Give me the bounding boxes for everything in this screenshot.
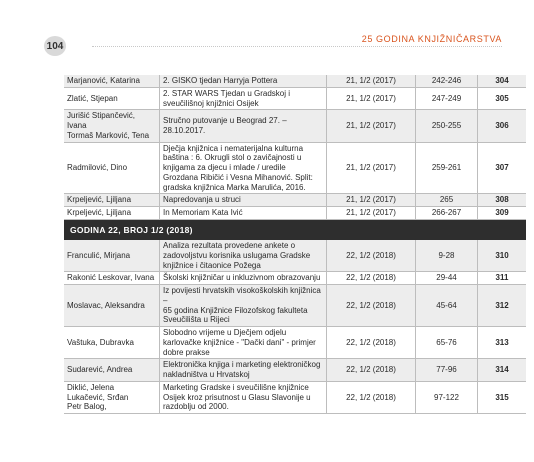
title-cell: 2. STAR WARS Tjedan u Gradskoj i sveučilišnoj knjižnici Osijek	[160, 87, 327, 110]
pages-cell: 266-267	[416, 207, 478, 220]
table-row	[64, 75, 526, 87]
author-cell: Diklić, Jelena Lukačević, Srđan Petr Balog,	[64, 381, 160, 413]
pages-cell: 77-96	[416, 359, 478, 382]
pages-cell: 45-64	[416, 285, 478, 327]
title-cell: Elektronička knjiga i marketing elektroničkog nakladništva u Hrvatskoj	[160, 359, 327, 382]
title-cell: Analiza rezultata provedene ankete o zadovoljstvu korisnika uslugama Gradske knjižnice i čitaonice Požega	[160, 240, 327, 272]
entry-number-cell: 312	[478, 285, 527, 327]
issue-cell: 22, 1/2 (2018)	[327, 359, 416, 382]
issue-cell: 21, 1/2 (2017)	[327, 194, 416, 207]
section-heading-row	[64, 219, 526, 240]
issue-cell: 22, 1/2 (2018)	[327, 240, 416, 272]
entry-number-cell: 314	[478, 359, 527, 382]
author-cell: Sudarević, Andrea	[64, 359, 160, 382]
pages-cell: 65-76	[416, 327, 478, 359]
table-row	[64, 240, 526, 272]
table-row	[64, 207, 526, 220]
entry-number-cell: 304	[478, 75, 527, 87]
title-cell: Napredovanja u struci	[160, 194, 327, 207]
entry-number-cell: 307	[478, 142, 527, 194]
issue-cell: 22, 1/2 (2018)	[327, 381, 416, 413]
author-cell: Franculić, Mirjana	[64, 240, 160, 272]
table-row	[64, 359, 526, 382]
running-title: 25 GODINA KNJIŽNIČARSTVA	[361, 34, 502, 44]
bibliography-table	[64, 75, 526, 414]
table-row	[64, 194, 526, 207]
title-cell: Školski knjižničar u inkluzivnom obrazovanju	[160, 272, 327, 285]
title-cell: 2. GISKO tjedan Harryja Pottera	[160, 75, 327, 87]
entry-number-cell: 315	[478, 381, 527, 413]
author-cell: Jurišić Stipančević, Ivana Tormaš Marković, Tena	[64, 110, 160, 142]
pages-cell: 259-261	[416, 142, 478, 194]
entry-number-cell: 308	[478, 194, 527, 207]
issue-cell: 21, 1/2 (2017)	[327, 142, 416, 194]
section-heading: GODINA 22, BROJ 1/2 (2018)	[64, 219, 526, 240]
page-number-badge: 104	[44, 36, 66, 56]
entry-number-cell: 311	[478, 272, 527, 285]
issue-cell: 22, 1/2 (2018)	[327, 285, 416, 327]
title-cell: Slobodno vrijeme u Dječjem odjelu karlovačke knjižnice - "Dački dani" - primjer dobre prakse	[160, 327, 327, 359]
issue-cell: 21, 1/2 (2017)	[327, 207, 416, 220]
table-row	[64, 272, 526, 285]
title-cell: Marketing Gradske i sveučilišne knjižnice Osijek kroz prisutnost u Glasu Slavonije u razdoblju od 2000.	[160, 381, 327, 413]
table-row	[64, 142, 526, 194]
author-cell: Vaštuka, Dubravka	[64, 327, 160, 359]
bibliography-table-container	[64, 75, 509, 462]
author-cell: Rakonić Leskovar, Ivana	[64, 272, 160, 285]
title-cell: Stručno putovanje u Beograd 27. – 28.10.2017.	[160, 110, 327, 142]
pages-cell: 97-122	[416, 381, 478, 413]
pages-cell: 9-28	[416, 240, 478, 272]
pages-cell: 242-246	[416, 75, 478, 87]
title-cell: In Memoriam Kata Ivić	[160, 207, 327, 220]
entry-number-cell: 313	[478, 327, 527, 359]
table-row	[64, 87, 526, 110]
table-row	[64, 285, 526, 327]
author-cell: Krpeljević, Ljiljana	[64, 194, 160, 207]
pages-cell: 29-44	[416, 272, 478, 285]
pages-cell: 250-255	[416, 110, 478, 142]
issue-cell: 22, 1/2 (2018)	[327, 272, 416, 285]
issue-cell: 21, 1/2 (2017)	[327, 110, 416, 142]
author-cell: Krpeljević, Ljiljana	[64, 207, 160, 220]
title-cell: Dječja knjižnica i nematerijalna kulturna baština : 6. Okrugli stol o zavičajnosti u knjigama za djecu i mlade / uredile Grozdana Ribičić i Vesna Mihanović. Split: gradska knjižnica Marka Marulića, 2016.	[160, 142, 327, 194]
author-cell: Radmilović, Dino	[64, 142, 160, 194]
header-divider	[92, 46, 502, 48]
pages-cell: 265	[416, 194, 478, 207]
issue-cell: 21, 1/2 (2017)	[327, 75, 416, 87]
table-row	[64, 327, 526, 359]
issue-cell: 22, 1/2 (2018)	[327, 327, 416, 359]
entry-number-cell: 309	[478, 207, 527, 220]
entry-number-cell: 305	[478, 87, 527, 110]
author-cell: Zlatić, Stjepan	[64, 87, 160, 110]
pages-cell: 247-249	[416, 87, 478, 110]
author-cell: Moslavac, Aleksandra	[64, 285, 160, 327]
title-cell: Iz povijesti hrvatskih visokoškolskih knjižnica – 65 godina Knjižnice Filozofskog fakulteta Sveučilišta u Rijeci	[160, 285, 327, 327]
entry-number-cell: 310	[478, 240, 527, 272]
issue-cell: 21, 1/2 (2017)	[327, 87, 416, 110]
table-row	[64, 381, 526, 413]
entry-number-cell: 306	[478, 110, 527, 142]
author-cell: Marjanović, Katarina	[64, 75, 160, 87]
table-row	[64, 110, 526, 142]
page-header	[0, 0, 534, 70]
table-body	[64, 75, 526, 414]
